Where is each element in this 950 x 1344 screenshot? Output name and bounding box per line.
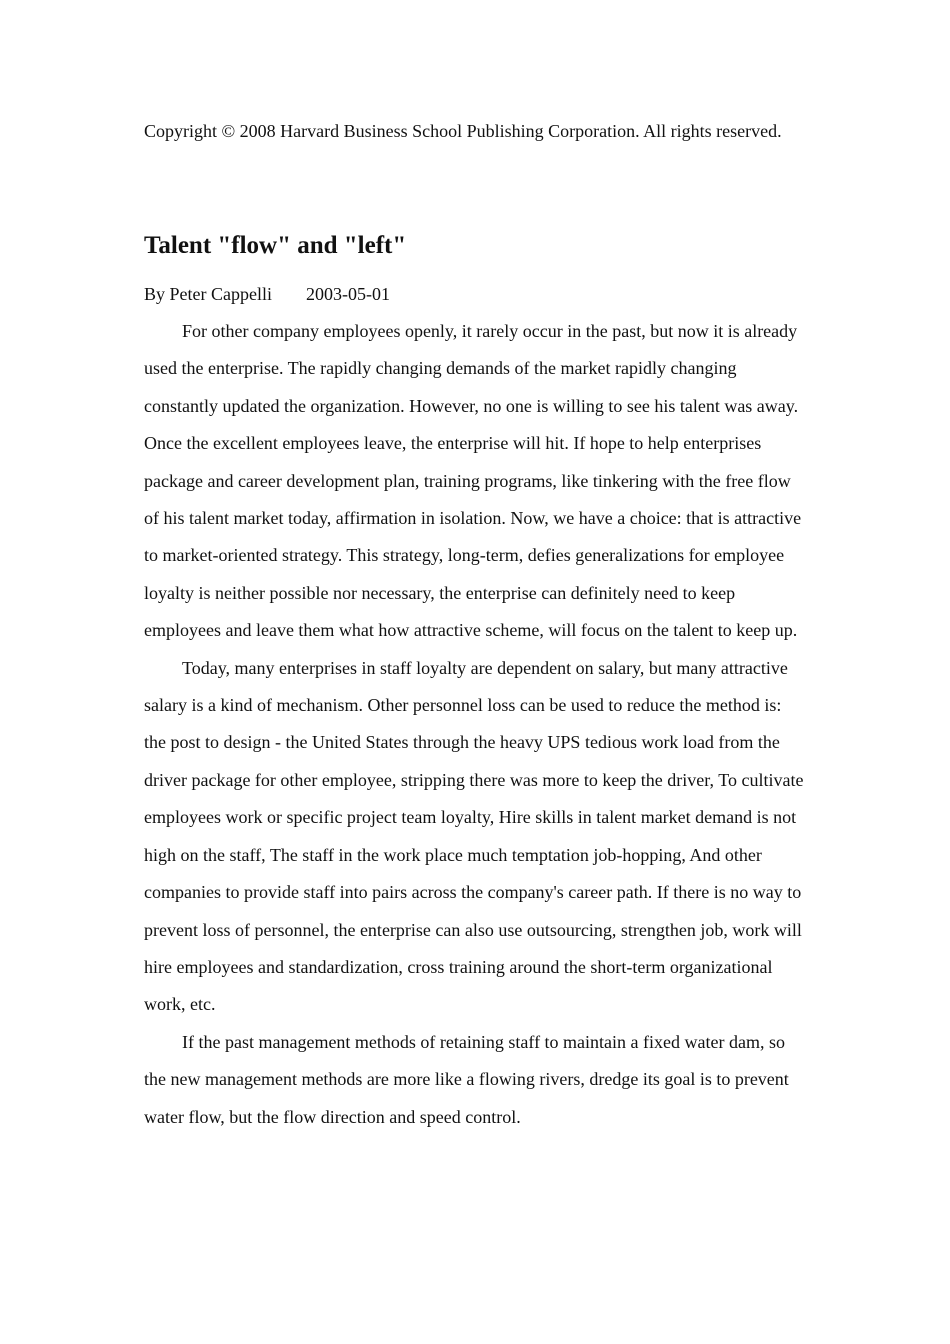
author-name: By Peter Cappelli	[144, 284, 272, 304]
byline	[144, 276, 390, 314]
publication-date: 2003-05-01	[305, 284, 390, 304]
article-title: Talent "flow" and "left"	[144, 232, 407, 259]
paragraph: For other company employees openly, it rarely occur in the past, but now it is already used the enterprise. The rapidly changing demands of the market rapidly changing constantly updated the organization. However, no one is willing to see his talent was away. Once the excellent employees leave, the enterprise will hit. If hope to help enterprises package and career development plan, training programs, like tinkering with the free flow of his talent market today, affirmation in isolation. Now, we have a choice: that is attractive to market-oriented strategy. This strategy, long-term, defies generalizations for employee loyalty is neither possible nor necessary, the enterprise can definitely need to keep employees and leave them what how attractive scheme, will focus on the talent to keep up.	[144, 321, 802, 641]
paragraph: If the past management methods of retaining staff to maintain a fixed water dam, so the new management methods are more like a flowing rivers, dredge its goal is to prevent water flow, but the flow direction and speed control.	[144, 1031, 789, 1127]
copyright-notice: Copyright © 2008 Harvard Business School Publishing Corporation. All rights reserved.	[144, 121, 782, 141]
article-body	[144, 313, 806, 1136]
paragraph: Today, many enterprises in staff loyalty are dependent on salary, but many attractive salary is a kind of mechanism. Other personnel loss can be used to reduce the method is: the post to design - the United States through the heavy UPS tedious work load from the driver package for other employee, stripping there was more to keep the driver, To cultivate employees work or specific project team loyalty, Hire skills in talent market demand is not high on the staff, The staff in the work place much temptation job-hopping, And other companies to provide staff into pairs across the company's career path. If there is no way to prevent loss of personnel, the enterprise can also use outsourcing, strengthen job, work will hire employees and standardization, cross training around the short-term organizational work, etc.	[144, 657, 804, 1015]
